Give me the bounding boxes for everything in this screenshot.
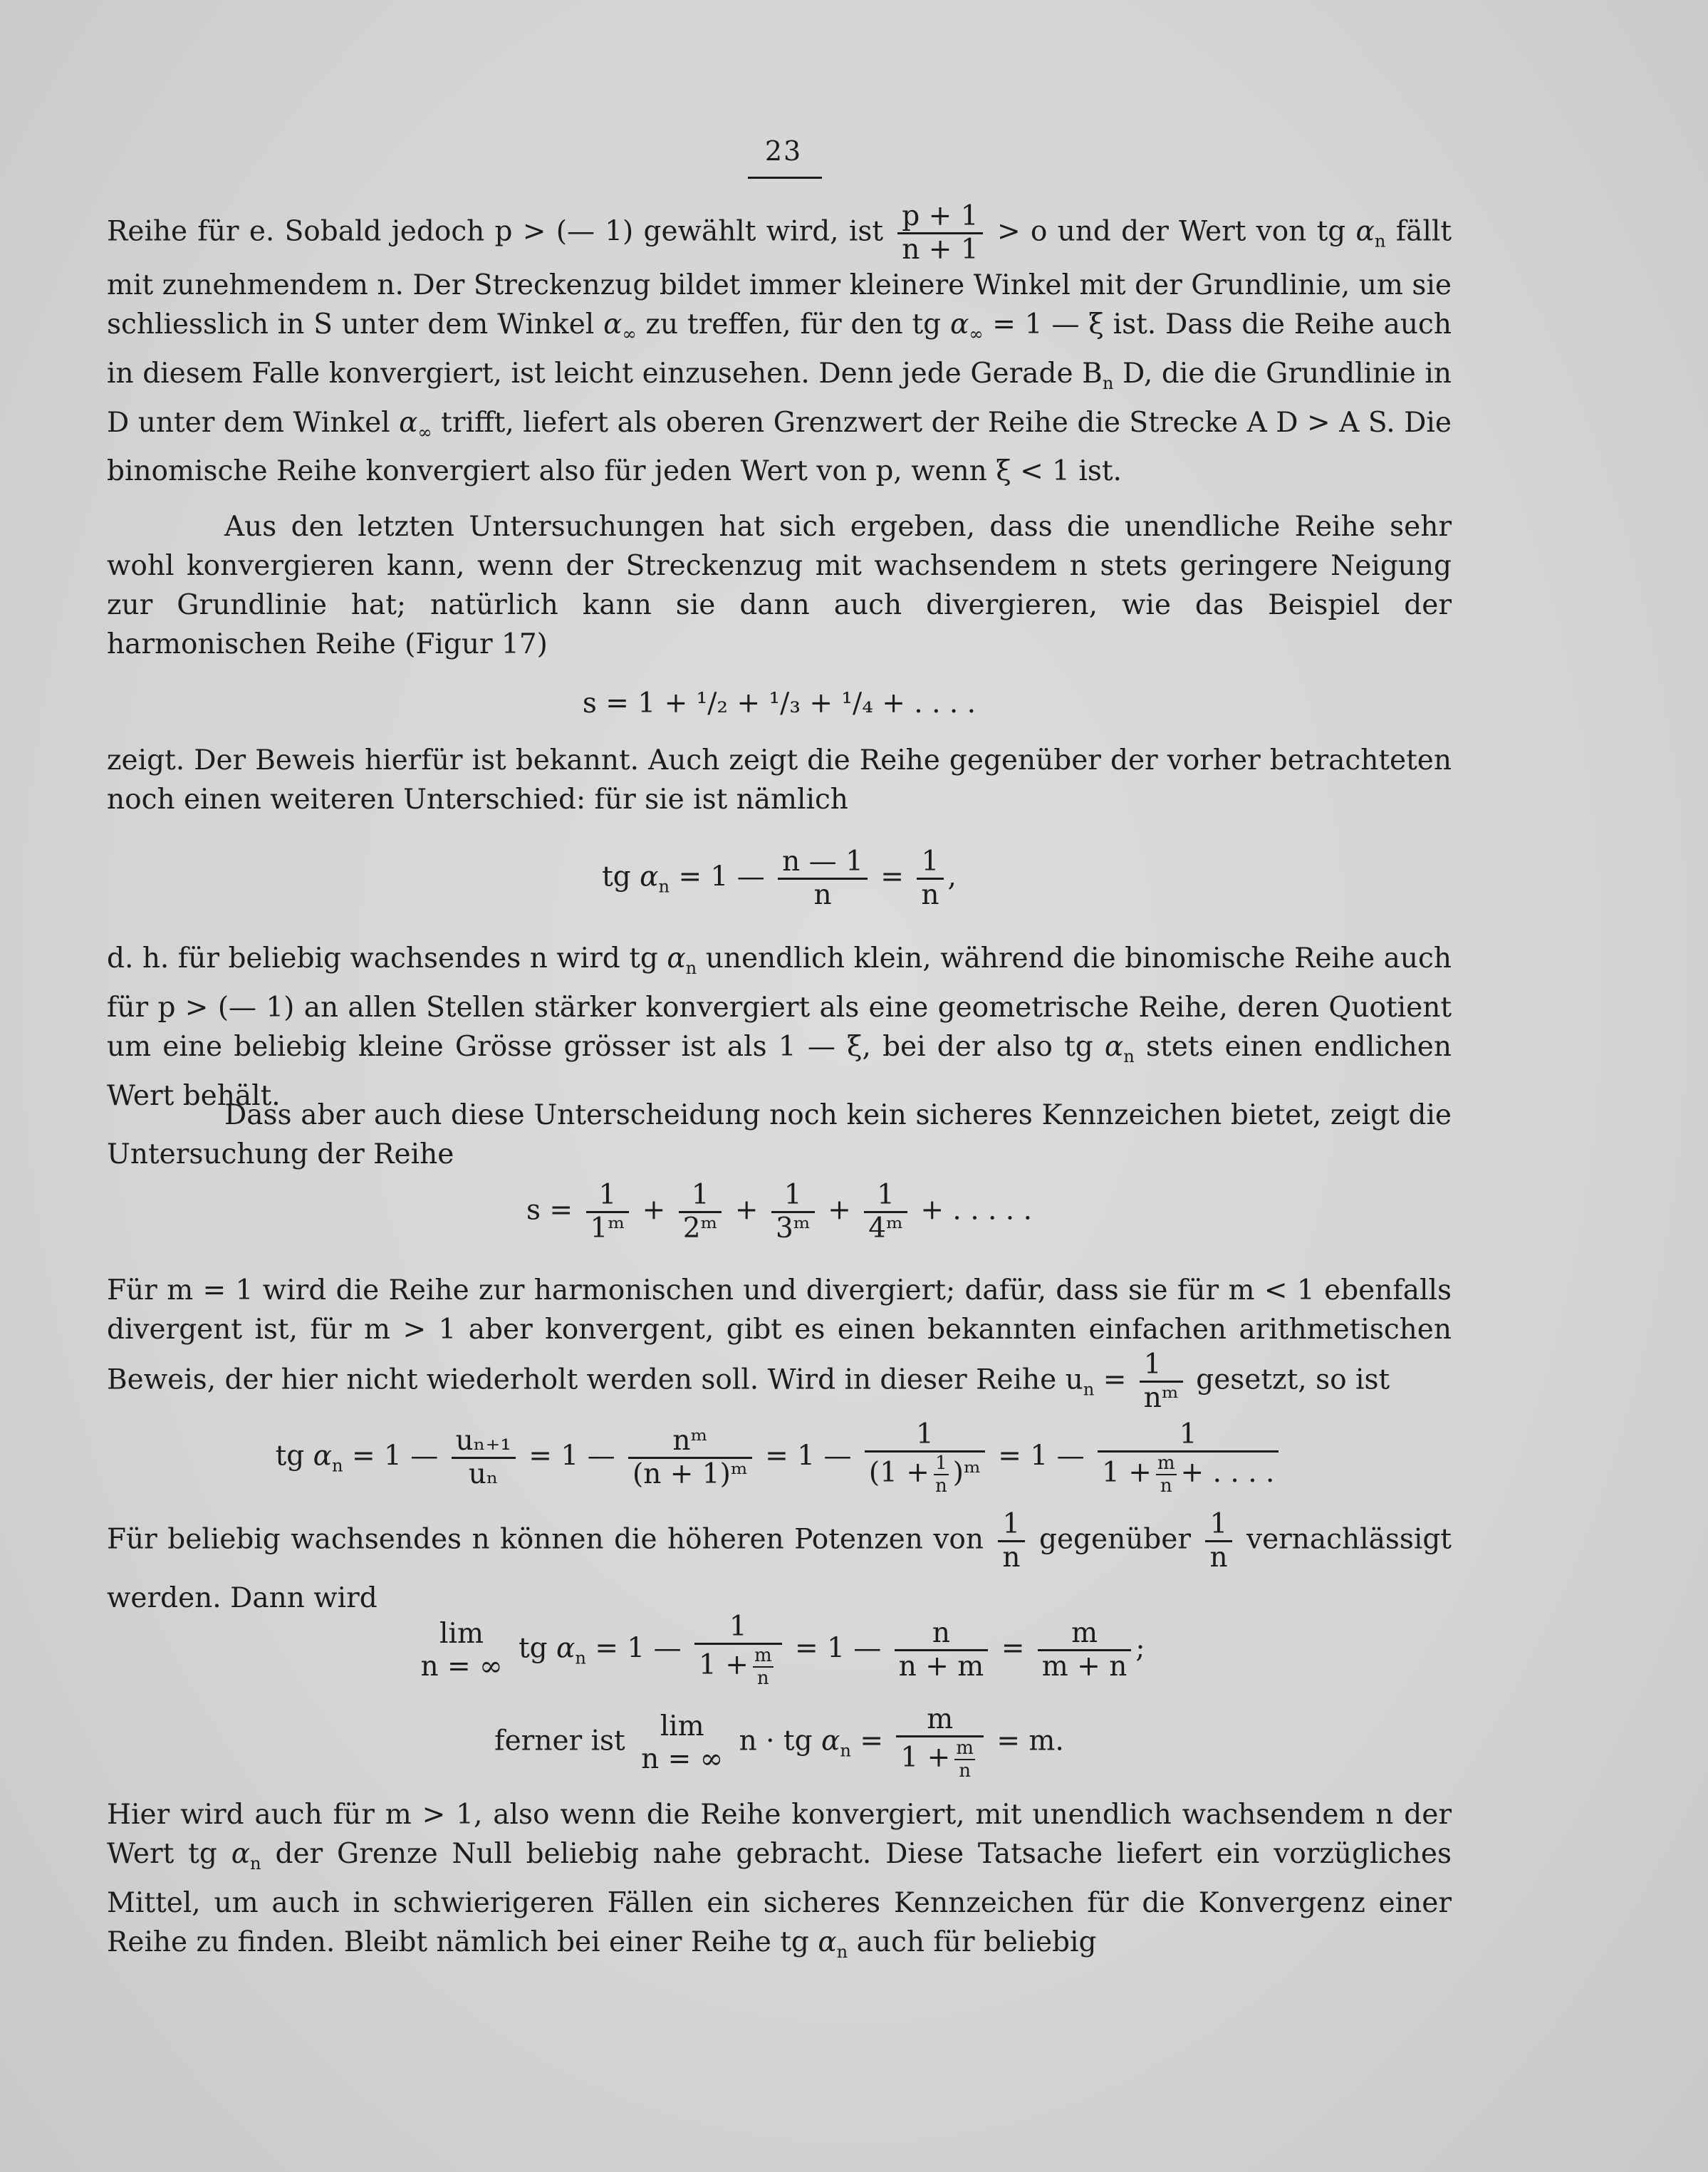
fraction-term-4: $\frac{1}{\text{4ᵐ}}$: [864, 1180, 907, 1245]
paragraph-4: d. h. für beliebig wachsendes n wird tg $\alpha_n$ unendlich klein, während die binomische Reihe auch für p > (— 1) an allen Stellen stärker konvergiert als eine geometrische Reihe, deren Quotient um eine beliebig kleine Grösse grösser ist als 1 — ξ, bei der also tg $\alpha_n$ stets einen endlichen Wert behält.: [107, 942, 1452, 1112]
alpha-symbol: α: [399, 406, 418, 439]
equation-tg-harmonic: tg $\alpha_n = 1$ — $\frac{n — 1}{n}$ = $\frac{1}{n}$ ,: [602, 846, 957, 911]
fraction-term-3: $\frac{1}{\text{3ᵐ}}$: [771, 1180, 815, 1245]
paragraph-5: [107, 1096, 1452, 1174]
fraction-limit-2: $\frac{n}{n + m}$: [895, 1618, 989, 1683]
paragraph-2: [107, 507, 1452, 664]
fraction-limit-3: $\frac{m}{m + n}$: [1038, 1618, 1132, 1683]
alpha-symbol: α: [603, 308, 623, 341]
alpha-symbol: α: [949, 308, 969, 341]
p1-text-a: Reihe für e. Sobald jedoch p > (— 1) gewählt wird, ist: [107, 215, 884, 248]
equation-limit-tg: lim n = ∞ tg $\alpha_n = 1$ — 1 1 + $\frac{m}{n}$ = 1 — $\frac{n}{n + m}$ = $\frac{m}{m + n}$ ;: [420, 1611, 1145, 1689]
fraction-binomial: 1 (1 + $\frac{1}{n}$ )ᵐ: [865, 1419, 985, 1497]
paragraph-7: Für beliebig wachsendes n können die höheren Potenzen von $\frac{1}{n}$ gegenüber $\frac{1}{n}$ vernachlässigt werden. Dann wird: [107, 1508, 1452, 1614]
fraction-term-1: $\frac{1}{\text{1ᵐ}}$: [586, 1180, 630, 1245]
p1-text-e: zu treffen, für den tg: [645, 308, 942, 341]
limit-operator: lim n = ∞: [641, 1710, 724, 1775]
p1-text-d: fällt mit zunehmendem n. Der Streckenzug bildet immer kleinere Winkel mit der Grundlinie, um sie schliesslich in S unter dem Winkel: [107, 215, 1452, 341]
p2-text: Aus den letzten Untersuchungen hat sich ergeben, dass die unendliche Reihe sehr wohl konvergieren kann, wenn der Streckenzug mit wachsendem n stets geringere Neigung zur Grundlinie hat; natürlich kann sie dann auch divergieren, wie das Beispiel der harmonischen Reihe (Figur 17): [107, 511, 1452, 660]
fraction-1-over-n-m: $\frac{1}{\text{nᵐ}}$: [1140, 1349, 1183, 1414]
paragraph-8: Hier wird auch für m > 1, also wenn die Reihe konvergiert, mit unendlich wachsendem n der Wert tg $\alpha_n$ der Grenze Null beliebig nahe gebracht. Diese Tatsache liefert ein vorzügliches Mittel, um auch in schwierigeren Fällen ein sicheres Kennzeichen für die Konvergenz einer Reihe zu finden. Bleibt nämlich bei einer Reihe tg $\alpha_n$ auch für beliebig: [107, 1799, 1452, 1962]
p1-text-c: tg: [1316, 215, 1346, 248]
p1-text-b: > o und der Wert von: [996, 215, 1307, 248]
fraction-limit-1: 1 1 + $\frac{m}{n}$: [694, 1611, 782, 1689]
fraction-u-ratio: $\frac{\text{uₙ₊₁}}{\text{uₙ}}$: [452, 1425, 516, 1490]
equation-tg-power-series: tg $\alpha_n = 1$ — $\frac{\text{uₙ₊₁}}{\text{uₙ}}$ = 1 — $\frac{\text{nᵐ}}{\text{(n + 1)ᵐ}}$ = 1 — 1 (1 + $\frac{1}{n}$ )ᵐ = 1 — 1 1 + $\frac{m}{n}$ + . . . .: [107, 1419, 1452, 1497]
equation-limit-n-tg: ferner ist lim n = ∞ n · tg $\alpha_n$ = m 1 + $\frac{m}{n}$ = m.: [494, 1703, 1064, 1782]
p3-text: zeigt. Der Beweis hierfür ist bekannt. Auch zeigt die Reihe gegenüber der vorher betrachteten noch einen weiteren Unterschied: für sie ist nämlich: [107, 744, 1452, 816]
fraction-p1-n1: $\frac{p + 1}{n + 1}$: [897, 201, 982, 266]
fraction-term-2: $\frac{1}{\text{2ᵐ}}$: [679, 1180, 722, 1245]
limit-operator: lim n = ∞: [420, 1617, 503, 1683]
fraction-expansion: 1 1 + $\frac{m}{n}$ + . . . .: [1098, 1419, 1279, 1497]
p1-text-g: D, die die Grundlinie in D unter dem Winkel: [107, 357, 1452, 439]
paragraph-1: Reihe für e. Sobald jedoch p > (— 1) gewählt wird, ist $\frac{p + 1}{n + 1}$ > o und der Wert von tg $\alpha_n$ fällt mit zunehmendem n. Der Streckenzug bildet immer kleinere Winkel mit der Grundlinie, um sie schliesslich in S unter dem Winkel $\alpha_\infty$ zu treffen, für den tg $\alpha_\infty = 1$ — ξ ist. Dass die Reihe auch in diesem Falle konvergiert, ist leicht einzusehen. Denn jede Gerade $B_n$ D, die die Grundlinie in D unter dem Winkel $\alpha_\infty$ trifft, liefert als oberen Grenzwert der Reihe die Strecke A D > A S. Die binomische Reihe konvergiert also für jeden Wert von p, wenn ξ < 1 ist.: [107, 200, 1452, 488]
page-number-rule: [748, 177, 822, 179]
fraction-1-over-n: $\frac{1}{n}$: [917, 846, 943, 911]
paragraph-3: [107, 741, 1452, 819]
p5-text: Dass aber auch diese Unterscheidung noch kein sicheres Kennzeichen bietet, zeigt die Untersuchung der Reihe: [107, 1099, 1452, 1170]
fraction-1-over-n-b: $\frac{1}{n}$: [1205, 1509, 1231, 1574]
fraction-1-over-n-a: $\frac{1}{n}$: [998, 1509, 1024, 1574]
p1-text-h: trifft, liefert als oberen Grenzwert der Reihe die Strecke A D > A S. Die binomische Reihe konvergiert also für jeden Wert von p, wenn ξ < 1 ist.: [107, 406, 1452, 488]
fraction-n-minus-1: $\frac{n — 1}{n}$: [778, 846, 868, 911]
paragraph-6: Für m = 1 wird die Reihe zur harmonischen und divergiert; dafür, dass sie für m < 1 ebenfalls divergent ist, für m > 1 aber konvergent, gibt es einen bekannten einfachen arithmetischen Beweis, der hier nicht wiederholt werden soll. Wird in dieser Reihe $u_n$ = $\frac{1}{\text{nᵐ}}$ gesetzt, so ist: [107, 1274, 1452, 1414]
page-number: 23: [764, 135, 803, 167]
fraction-n-power: $\frac{\text{nᵐ}}{\text{(n + 1)ᵐ}}$: [628, 1425, 752, 1490]
p1-text-f: = 1 — ξ ist. Dass die Reihe auch in diesem Falle konvergiert, ist leicht einzusehen. Denn jede Gerade B: [107, 308, 1452, 390]
alpha-symbol: α: [1355, 215, 1375, 248]
fraction-limit-m: m 1 + $\frac{m}{n}$: [896, 1704, 984, 1782]
equation-power-series: s = $\frac{1}{\text{1ᵐ}}$ + $\frac{1}{\text{2ᵐ}}$ + $\frac{1}{\text{3ᵐ}}$ + $\frac{1}{\text{4ᵐ}}$ + . . . . .: [526, 1179, 1032, 1245]
equation-harmonic-series: s = 1 + ¹/₂ + ¹/₃ + ¹/₄ + . . . .: [582, 687, 977, 719]
